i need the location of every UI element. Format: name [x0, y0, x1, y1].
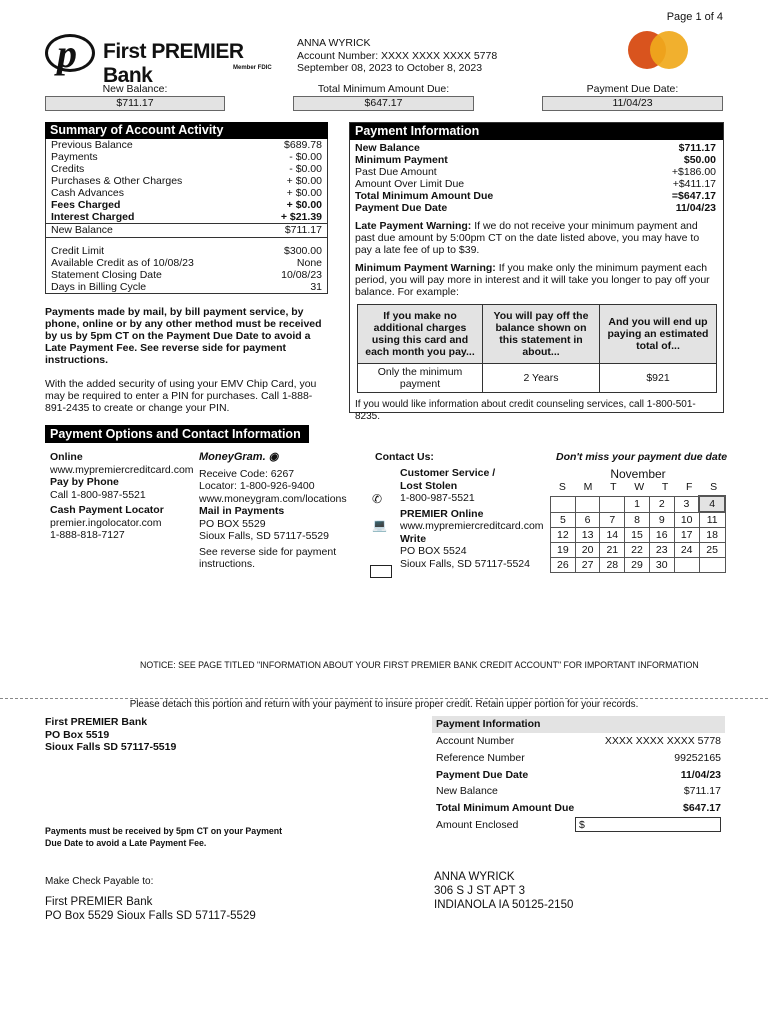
- payinfo-row: New Balance $711.17: [355, 142, 716, 154]
- page-number: Page 1 of 4: [666, 11, 723, 23]
- emv-notice: With the added security of using your EMV Chip Card, you may be required to enter a PIN for purchases. Call 1-888-891-2435 to create or change your PIN.: [45, 378, 317, 414]
- options-title: Payment Options and Contact Information: [45, 425, 309, 443]
- calendar-grid: 1 2 3 4 5 6 7 8 9 10 11 12 13 14 15 16 17 18 19 20 21 22 23 24 25 26 27 28 29 30: [550, 495, 726, 573]
- options-col-1: [50, 451, 194, 542]
- payinfo-row: Past Due Amount +$186.00: [355, 166, 716, 178]
- warning-cell: 2 Years: [483, 364, 600, 393]
- mail-box: PO BOX 5529: [199, 517, 266, 530]
- payment-info-panel: [349, 122, 724, 422]
- due-date-value: 11/04/23: [542, 96, 723, 111]
- warning-cell: $921: [600, 364, 717, 393]
- statement-period: September 08, 2023 to October 8, 2023: [297, 62, 483, 74]
- due-date-calendar: [550, 468, 726, 573]
- calendar-highlight-day: 4: [699, 496, 725, 512]
- min-due-value: $647.17: [293, 96, 474, 111]
- stub-row: Payment Due Date 11/04/23: [436, 768, 721, 781]
- write-box: PO BOX 5524: [400, 545, 467, 557]
- due-date-box: [542, 83, 723, 111]
- summary-row: Purchases & Other Charges + $0.00: [51, 175, 322, 187]
- online-label: Online: [50, 451, 83, 463]
- mail-label: Mail in Payments: [199, 505, 285, 517]
- write-city: Sioux Falls, SD 57117-5524: [400, 557, 530, 570]
- due-date-label: Payment Due Date:: [586, 83, 679, 95]
- summary-row: Days in Billing Cycle 31: [51, 281, 322, 293]
- bank-name: First PREMIER Bank: [103, 40, 244, 87]
- stub-row: Total Minimum Amount Due $647.17: [436, 802, 721, 815]
- locator-phone: 1-888-818-7127: [50, 529, 125, 541]
- cs-label: Customer Service /: [400, 467, 496, 479]
- payinfo-row: Payment Due Date 11/04/23: [355, 202, 716, 214]
- stub-pay-title: Payment Information: [432, 716, 725, 733]
- stub-row: Reference Number 99252165: [436, 751, 721, 764]
- stub-payment-info: [432, 716, 725, 834]
- locator-url[interactable]: premier.ingolocator.com: [50, 516, 162, 529]
- reverse-note: See reverse side for payment instructions.: [199, 545, 337, 570]
- summary-row: Cash Advances + $0.00: [51, 187, 322, 199]
- bank-logo: [45, 31, 280, 87]
- premier-online-url[interactable]: www.mypremiercreditcard.com: [400, 520, 544, 532]
- new-balance-value: $711.17: [45, 96, 225, 111]
- stub-row: Account Number XXXX XXXX XXXX 5778: [436, 735, 721, 747]
- payinfo-row: Total Minimum Amount Due =$647.17: [355, 190, 716, 202]
- mail-city: Sioux Falls, SD 57117-5529: [199, 530, 329, 542]
- premier-online-label: PREMIER Online: [400, 507, 484, 520]
- calendar-month: November: [610, 467, 666, 481]
- new-balance-box: [45, 83, 225, 111]
- account-number: Account Number: XXXX XXXX XXXX 5778: [297, 49, 498, 62]
- mg-url[interactable]: www.moneygram.com/locations: [199, 492, 347, 505]
- new-balance-label: New Balance:: [102, 83, 168, 95]
- warning-header: And you will end up paying an estimated total of...: [600, 305, 717, 364]
- phone-label: Pay by Phone: [50, 476, 119, 488]
- options-col-2: [199, 451, 364, 571]
- stub-row: New Balance $711.17: [436, 785, 721, 798]
- moneygram-logo: MoneyGram. ◉: [199, 451, 279, 463]
- contact-label: Contact Us:: [375, 451, 434, 463]
- fdic-label: Member FDIC: [233, 65, 272, 71]
- warning-header: You will pay off the balance shown on this statement in about...: [483, 305, 600, 364]
- summary-row: Credit Limit $300.00: [51, 245, 322, 257]
- summary-row: Previous Balance $689.78: [51, 139, 322, 151]
- min-due-label: Total Minimum Amount Due:: [317, 83, 450, 95]
- write-label: Write: [400, 532, 427, 545]
- mastercard-logo-icon: [628, 30, 688, 70]
- calendar-days: S M T W T F S: [558, 481, 718, 493]
- warning-cell: Only the minimum payment: [358, 364, 483, 393]
- computer-icon: 💻: [372, 518, 387, 532]
- stub-bank-address: First PREMIER Bank PO Box 5519 Sioux Falls SD 57117-5519: [45, 716, 177, 753]
- summary-row: New Balance $711.17: [46, 223, 327, 237]
- mail-notice: Payments made by mail, by bill payment service, by phone, online or by any other method must be received by us by 5pm CT on the Payment Due Date to avoid a Late Payment Fee. See reverse side for payment instructions.: [45, 306, 322, 366]
- warning-table: [357, 304, 717, 393]
- account-header: [297, 37, 497, 75]
- moneygram-globe-icon: ◉: [268, 451, 279, 463]
- payment-info-title: Payment Information: [350, 123, 723, 140]
- payable-address: First PREMIER Bank PO Box 5529 Sioux Falls SD 57117-5529: [45, 896, 256, 922]
- options-col-3: [400, 467, 544, 570]
- min-warning: Minimum Payment Warning: If you make only the minimum payment each period, you will pay more in interest and it will take you longer to pay off your balance. For example:: [355, 262, 710, 298]
- payinfo-row: Minimum Payment $50.00: [355, 154, 716, 166]
- logo-letter: p: [57, 31, 77, 76]
- locator-label: Cash Payment Locator: [50, 504, 164, 516]
- lost-stolen-label: Lost Stolen: [400, 479, 458, 492]
- summary-title: Summary of Account Activity: [45, 122, 328, 139]
- customer-address: ANNA WYRICK 306 S J ST APT 3 INDIANOLA IA 50125-2150: [434, 871, 574, 911]
- stub-receive-notice: Payments must be received by 5pm CT on your Payment Due Date to avoid a Late Payment Fee.: [45, 826, 283, 848]
- important-notice: NOTICE: SEE PAGE TITLED "INFORMATION ABOUT YOUR FIRST PREMIER BANK CREDIT ACCOUNT" FOR IMPORTANT INFORMATION: [140, 660, 699, 670]
- summary-row: Interest Charged + $21.39: [51, 211, 322, 223]
- customer-name: ANNA WYRICK: [297, 37, 371, 49]
- summary-row: Fees Charged + $0.00: [51, 199, 322, 211]
- amount-enclosed-field[interactable]: $: [575, 817, 721, 832]
- dont-miss: Don't miss your payment due date: [556, 451, 728, 463]
- summary-row: Credits - $0.00: [51, 163, 322, 175]
- detach-instruction: Please detach this portion and return with your payment to insure proper credit. Retain upper portion for your records.: [129, 699, 639, 710]
- phone-text: Call 1-800-987-5521: [50, 488, 146, 501]
- payinfo-row: Amount Over Limit Due +$411.17: [355, 178, 716, 190]
- mg-locator: Locator: 1-800-926-9400: [199, 480, 315, 492]
- summary-row: Statement Closing Date 10/08/23: [51, 269, 322, 281]
- envelope-icon: [370, 565, 392, 578]
- counseling-text: If you would like information about credit counseling services, call 1-800-501-8235.: [355, 399, 696, 422]
- online-url[interactable]: www.mypremiercreditcard.com: [50, 463, 194, 476]
- summary-row: Available Credit as of 10/08/23 None: [51, 257, 322, 269]
- payment-notes: [45, 306, 330, 414]
- min-due-box: [293, 83, 474, 111]
- phone-icon: ✆: [372, 492, 383, 506]
- warning-header: If you make no additional charges using this card and each month you pay...: [358, 305, 483, 364]
- amount-enclosed-row: Amount Enclosed $: [432, 817, 725, 834]
- payable-label: Make Check Payable to:: [45, 876, 154, 887]
- cs-phone: 1-800-987-5521: [400, 492, 475, 504]
- summary-row: Payments - $0.00: [51, 151, 322, 163]
- late-warning: Late Payment Warning: If we do not receive your minimum payment and past due amount by 5:00pm CT on the date listed above, you may have to pay a late fee of up to $39.: [355, 220, 700, 256]
- receive-code: Receive Code: 6267: [199, 467, 295, 480]
- summary-panel: [45, 122, 328, 294]
